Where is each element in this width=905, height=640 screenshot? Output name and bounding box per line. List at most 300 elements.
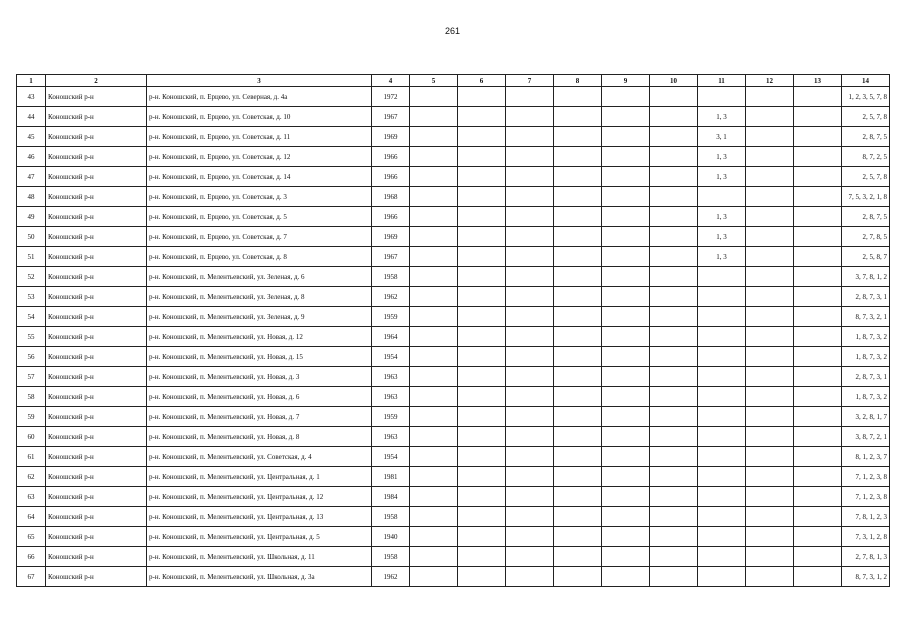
empty-cell [458,527,506,547]
column-11-cell [698,187,746,207]
empty-cell [650,507,698,527]
empty-cell [506,327,554,347]
address-cell: р-н. Коношский, п. Ерцево, ул. Советская, д. 7 [147,227,372,247]
row-number-cell: 62 [17,467,46,487]
empty-cell [410,347,458,367]
empty-cell [746,567,794,587]
column-11-cell [698,487,746,507]
empty-cell [506,187,554,207]
year-cell: 1963 [372,387,410,407]
empty-cell [650,347,698,367]
empty-cell [650,307,698,327]
row-number-cell: 60 [17,427,46,447]
empty-cell [506,147,554,167]
empty-cell [602,127,650,147]
empty-cell [506,407,554,427]
empty-cell [410,287,458,307]
row-number-cell: 58 [17,387,46,407]
empty-cell [794,287,842,307]
year-cell: 1958 [372,507,410,527]
row-number-cell: 55 [17,327,46,347]
empty-cell [458,387,506,407]
table-body [17,87,890,587]
empty-cell [458,187,506,207]
row-number-cell: 50 [17,227,46,247]
column-14-cell: 2, 7, 8, 5 [842,227,890,247]
column-14-cell: 2, 7, 8, 1, 3 [842,547,890,567]
row-number-cell: 43 [17,87,46,107]
empty-cell [410,507,458,527]
district-cell: Коношский р-н [46,567,147,587]
empty-cell [410,227,458,247]
empty-cell [410,187,458,207]
empty-cell [602,527,650,547]
column-header-5: 5 [410,75,458,87]
empty-cell [602,327,650,347]
column-11-cell [698,467,746,487]
empty-cell [410,567,458,587]
empty-cell [506,547,554,567]
empty-cell [458,447,506,467]
empty-cell [410,147,458,167]
empty-cell [746,367,794,387]
empty-cell [506,207,554,227]
year-cell: 1966 [372,167,410,187]
empty-cell [650,247,698,267]
column-14-cell: 1, 8, 7, 3, 2 [842,347,890,367]
column-14-cell: 7, 1, 2, 3, 8 [842,467,890,487]
column-header-10: 10 [650,75,698,87]
empty-cell [602,467,650,487]
empty-cell [794,167,842,187]
empty-cell [506,247,554,267]
empty-cell [746,147,794,167]
empty-cell [794,527,842,547]
column-14-cell: 8, 7, 3, 1, 2 [842,567,890,587]
empty-cell [746,307,794,327]
empty-cell [554,467,602,487]
district-cell: Коношский р-н [46,147,147,167]
column-11-cell: 1, 3 [698,227,746,247]
table-row [17,147,890,167]
empty-cell [650,467,698,487]
column-11-cell: 1, 3 [698,147,746,167]
empty-cell [602,167,650,187]
district-cell: Коношский р-н [46,207,147,227]
district-cell: Коношский р-н [46,367,147,387]
column-11-cell [698,347,746,367]
empty-cell [554,367,602,387]
column-11-cell: 1, 3 [698,167,746,187]
empty-cell [650,527,698,547]
empty-cell [506,507,554,527]
empty-cell [506,107,554,127]
row-number-cell: 57 [17,367,46,387]
empty-cell [794,347,842,367]
empty-cell [506,447,554,467]
empty-cell [794,87,842,107]
column-11-cell: 3, 1 [698,127,746,147]
table-row [17,307,890,327]
address-cell: р-н. Коношский, п. Мелентьевский, ул. Новая, д. 12 [147,327,372,347]
empty-cell [554,427,602,447]
column-11-cell [698,367,746,387]
address-cell: р-н. Коношский, п. Мелентьевский, ул. Новая, д. 8 [147,427,372,447]
column-11-cell [698,547,746,567]
table-row [17,487,890,507]
table-row [17,167,890,187]
district-cell: Коношский р-н [46,327,147,347]
column-14-cell: 1, 8, 7, 3, 2 [842,387,890,407]
empty-cell [554,567,602,587]
table-row [17,247,890,267]
district-cell: Коношский р-н [46,407,147,427]
row-number-cell: 51 [17,247,46,267]
empty-cell [410,487,458,507]
empty-cell [458,347,506,367]
empty-cell [746,327,794,347]
empty-cell [602,107,650,127]
table-row [17,107,890,127]
district-cell: Коношский р-н [46,487,147,507]
empty-cell [506,427,554,447]
empty-cell [794,327,842,347]
empty-cell [746,227,794,247]
column-11-cell: 1, 3 [698,107,746,127]
row-number-cell: 54 [17,307,46,327]
table-row [17,547,890,567]
district-cell: Коношский р-н [46,507,147,527]
address-cell: р-н. Коношский, п. Мелентьевский, ул. Центральная, д. 1 [147,467,372,487]
empty-cell [410,387,458,407]
row-number-cell: 59 [17,407,46,427]
table-row [17,227,890,247]
year-cell: 1959 [372,407,410,427]
empty-cell [650,207,698,227]
column-14-cell: 7, 1, 2, 3, 8 [842,487,890,507]
table-row [17,387,890,407]
column-14-cell: 8, 7, 2, 5 [842,147,890,167]
empty-cell [602,267,650,287]
table-row [17,327,890,347]
empty-cell [650,227,698,247]
year-cell: 1958 [372,267,410,287]
empty-cell [410,327,458,347]
empty-cell [458,287,506,307]
column-14-cell: 1, 2, 3, 5, 7, 8 [842,87,890,107]
empty-cell [458,367,506,387]
empty-cell [554,507,602,527]
year-cell: 1969 [372,127,410,147]
column-14-cell: 8, 7, 3, 2, 1 [842,307,890,327]
header-row [17,75,890,87]
column-header-8: 8 [554,75,602,87]
empty-cell [746,87,794,107]
empty-cell [794,107,842,127]
column-14-cell: 3, 8, 7, 2, 1 [842,427,890,447]
empty-cell [650,447,698,467]
empty-cell [506,167,554,187]
district-cell: Коношский р-н [46,347,147,367]
district-cell: Коношский р-н [46,107,147,127]
empty-cell [746,447,794,467]
empty-cell [410,207,458,227]
empty-cell [458,407,506,427]
empty-cell [650,287,698,307]
empty-cell [554,447,602,467]
empty-cell [554,87,602,107]
column-11-cell: 1, 3 [698,207,746,227]
empty-cell [458,107,506,127]
empty-cell [506,347,554,367]
empty-cell [602,427,650,447]
empty-cell [458,127,506,147]
district-cell: Коношский р-н [46,387,147,407]
empty-cell [602,187,650,207]
empty-cell [650,327,698,347]
empty-cell [746,167,794,187]
empty-cell [410,467,458,487]
table-row [17,187,890,207]
empty-cell [746,507,794,527]
column-11-cell [698,327,746,347]
table-row [17,207,890,227]
district-cell: Коношский р-н [46,267,147,287]
empty-cell [650,147,698,167]
page-number: 261 [444,26,461,36]
empty-cell [602,547,650,567]
empty-cell [746,527,794,547]
column-header-12: 12 [746,75,794,87]
year-cell: 1968 [372,187,410,207]
empty-cell [794,207,842,227]
empty-cell [650,127,698,147]
empty-cell [794,227,842,247]
district-cell: Коношский р-н [46,527,147,547]
empty-cell [554,127,602,147]
address-cell: р-н. Коношский, п. Мелентьевский, ул. Новая, д. 6 [147,387,372,407]
empty-cell [650,187,698,207]
empty-cell [794,367,842,387]
empty-cell [554,187,602,207]
empty-cell [458,567,506,587]
year-cell: 1966 [372,147,410,167]
year-cell: 1964 [372,327,410,347]
column-header-1: 1 [17,75,46,87]
empty-cell [458,427,506,447]
empty-cell [650,87,698,107]
address-cell: р-н. Коношский, п. Ерцево, ул. Советская, д. 12 [147,147,372,167]
column-11-cell [698,407,746,427]
empty-cell [650,267,698,287]
address-cell: р-н. Коношский, п. Ерцево, ул. Советская, д. 3 [147,187,372,207]
empty-cell [458,307,506,327]
empty-cell [410,527,458,547]
empty-cell [746,267,794,287]
district-cell: Коношский р-н [46,227,147,247]
empty-cell [458,487,506,507]
empty-cell [506,527,554,547]
column-header-9: 9 [602,75,650,87]
table-row [17,567,890,587]
column-11-cell: 1, 3 [698,247,746,267]
empty-cell [650,547,698,567]
column-header-14: 14 [842,75,890,87]
empty-cell [458,327,506,347]
empty-cell [650,407,698,427]
row-number-cell: 61 [17,447,46,467]
empty-cell [506,567,554,587]
address-cell: р-н. Коношский, п. Мелентьевский, ул. Школьная, д. 3а [147,567,372,587]
year-cell: 1954 [372,447,410,467]
empty-cell [602,367,650,387]
empty-cell [602,567,650,587]
table-row [17,507,890,527]
address-cell: р-н. Коношский, п. Мелентьевский, ул. Зеленая, д. 6 [147,267,372,287]
empty-cell [506,467,554,487]
table-row [17,87,890,107]
empty-cell [746,487,794,507]
empty-cell [602,227,650,247]
row-number-cell: 63 [17,487,46,507]
empty-cell [602,387,650,407]
empty-cell [794,487,842,507]
address-cell: р-н. Коношский, п. Ерцево, ул. Советская, д. 5 [147,207,372,227]
empty-cell [746,207,794,227]
year-cell: 1984 [372,487,410,507]
empty-cell [794,267,842,287]
empty-cell [458,87,506,107]
year-cell: 1981 [372,467,410,487]
column-14-cell: 2, 8, 7, 5 [842,127,890,147]
table-row [17,447,890,467]
column-14-cell: 3, 7, 8, 1, 2 [842,267,890,287]
district-cell: Коношский р-н [46,547,147,567]
column-14-cell: 3, 2, 8, 1, 7 [842,407,890,427]
district-cell: Коношский р-н [46,167,147,187]
empty-cell [506,87,554,107]
row-number-cell: 53 [17,287,46,307]
empty-cell [554,547,602,567]
column-header-7: 7 [506,75,554,87]
column-11-cell [698,267,746,287]
empty-cell [602,307,650,327]
empty-cell [554,287,602,307]
empty-cell [458,167,506,187]
empty-cell [650,367,698,387]
address-cell: р-н. Коношский, п. Ерцево, ул. Советская, д. 11 [147,127,372,147]
column-14-cell: 2, 5, 7, 8 [842,107,890,127]
district-cell: Коношский р-н [46,427,147,447]
empty-cell [650,387,698,407]
year-cell: 1954 [372,347,410,367]
column-11-cell [698,427,746,447]
empty-cell [458,227,506,247]
empty-cell [506,387,554,407]
empty-cell [794,307,842,327]
year-cell: 1963 [372,427,410,447]
empty-cell [410,427,458,447]
column-11-cell [698,447,746,467]
address-cell: р-н. Коношский, п. Ерцево, ул. Советская, д. 8 [147,247,372,267]
empty-cell [506,127,554,147]
empty-cell [602,447,650,467]
year-cell: 1963 [372,367,410,387]
row-number-cell: 67 [17,567,46,587]
empty-cell [458,267,506,287]
empty-cell [410,407,458,427]
empty-cell [554,247,602,267]
address-cell: р-н. Коношский, п. Ерцево, ул. Советская, д. 10 [147,107,372,127]
empty-cell [554,307,602,327]
empty-cell [794,447,842,467]
empty-cell [746,107,794,127]
column-header-4: 4 [372,75,410,87]
empty-cell [554,527,602,547]
column-14-cell: 2, 8, 7, 5 [842,207,890,227]
year-cell: 1959 [372,307,410,327]
empty-cell [602,247,650,267]
empty-cell [794,467,842,487]
address-cell: р-н. Коношский, п. Мелентьевский, ул. Школьная, д. 11 [147,547,372,567]
address-cell: р-н. Коношский, п. Ерцево, ул. Северная, д. 4а [147,87,372,107]
row-number-cell: 66 [17,547,46,567]
address-cell: р-н. Коношский, п. Мелентьевский, ул. Зеленая, д. 9 [147,307,372,327]
empty-cell [746,247,794,267]
empty-cell [458,507,506,527]
empty-cell [554,167,602,187]
column-header-13: 13 [794,75,842,87]
empty-cell [794,187,842,207]
year-cell: 1966 [372,207,410,227]
column-header-3: 3 [147,75,372,87]
column-14-cell: 2, 8, 7, 3, 1 [842,287,890,307]
row-number-cell: 64 [17,507,46,527]
empty-cell [554,107,602,127]
address-cell: р-н. Коношский, п. Мелентьевский, ул. Советская, д. 4 [147,447,372,467]
empty-cell [794,507,842,527]
empty-cell [650,167,698,187]
table-row [17,527,890,547]
row-number-cell: 47 [17,167,46,187]
empty-cell [554,327,602,347]
column-11-cell [698,387,746,407]
column-11-cell [698,507,746,527]
empty-cell [746,467,794,487]
table-row [17,347,890,367]
column-header-6: 6 [458,75,506,87]
empty-cell [794,547,842,567]
row-number-cell: 44 [17,107,46,127]
empty-cell [746,407,794,427]
row-number-cell: 48 [17,187,46,207]
empty-cell [602,487,650,507]
empty-cell [506,267,554,287]
empty-cell [746,427,794,447]
row-number-cell: 49 [17,207,46,227]
empty-cell [794,247,842,267]
address-cell: р-н. Коношский, п. Мелентьевский, ул. Центральная, д. 12 [147,487,372,507]
empty-cell [506,367,554,387]
empty-cell [794,567,842,587]
empty-cell [794,427,842,447]
empty-cell [410,307,458,327]
empty-cell [410,247,458,267]
address-cell: р-н. Коношский, п. Мелентьевский, ул. Центральная, д. 13 [147,507,372,527]
housing-register-table [16,74,890,587]
empty-cell [410,167,458,187]
empty-cell [602,287,650,307]
